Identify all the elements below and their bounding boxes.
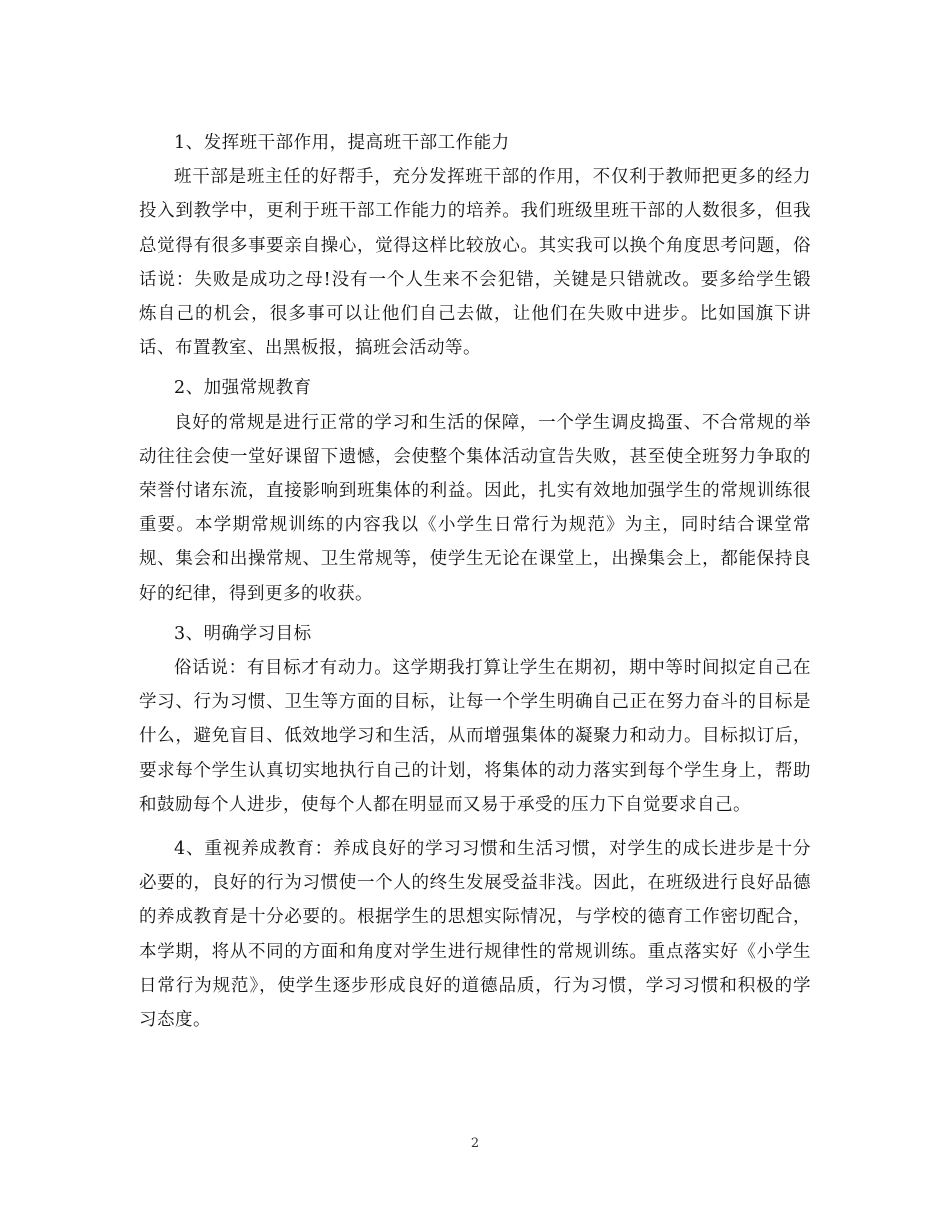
section-3-body: 俗话说：有目标才有动力。这学期我打算让学生在期初，期中等时间拟定自己在学习、行为习惯、卫生等方面的目标，让每一个学生明确自己正在努力奋斗的目标是什么，避免盲目、低效地学习和生活，从而增强集体的凝聚力和动力。目标拟订后，要求每个学生认真切实地执行自己的计划，将集体的动力落实到每个学生身上，帮助和鼓励每个人进步，使每个人都在明显而又易于承受的压力下自觉要求自己。 <box>139 658 811 815</box>
document-page <box>139 126 811 1037</box>
section-2-body: 良好的常规是进行正常的学习和生活的保障，一个学生调皮捣蛋、不合常规的举动往往会使一堂好课留下遗憾，会使整个集体活动宣告失败，甚至使全班努力争取的荣誉付诸东流，直接影响到班集体的利益。因此，扎实有效地加强学生的常规训练很重要。本学期常规训练的内容我以《小学生日常行为规范》为主，同时结合课堂常规、集会和出操常规、卫生常规等，使学生无论在课堂上，出操集会上，都能保持良好的纪律，得到更多的收获。 <box>139 412 811 604</box>
section-4-body: 4、重视养成教育：养成良好的学习习惯和生活习惯，对学生的成长进步是十分必要的，良好的行为习惯使一个人的终生发展受益非浅。因此，在班级进行良好品德的养成教育是十分必要的。根据学生的思想实际情况，与学校的德育工作密切配合，本学期，将从不同的方面和角度对学生进行规律性的常规训练。重点落实好《小学生日常行为规范》，使学生逐步形成良好的道德品质，行为习惯，学习习惯和积极的学习态度。 <box>139 839 811 1031</box>
section-1-heading: 1、发挥班干部作用，提高班干部工作能力 <box>174 133 510 153</box>
section-1-body: 班干部是班主任的好帮手，充分发挥班干部的作用，不仅利于教师把更多的经力投入到教学中，更利于班干部工作能力的培养。我们班级里班干部的人数很多，但我总觉得有很多事要亲自操心，觉得这样比较放心。其实我可以换个角度思考问题，俗话说：失败是成功之母!没有一个人生来不会犯错，关键是只错就改。要多给学生锻炼自己的机会，很多事可以让他们自己去做，让他们在失败中进步。比如国旗下讲话、布置教室、出黑板报，搞班会活动等。 <box>139 167 811 359</box>
page-number: 2 <box>470 1136 480 1151</box>
section-2-heading: 2、加强常规教育 <box>174 378 312 399</box>
section-3-heading: 3、明确学习目标 <box>174 623 312 644</box>
